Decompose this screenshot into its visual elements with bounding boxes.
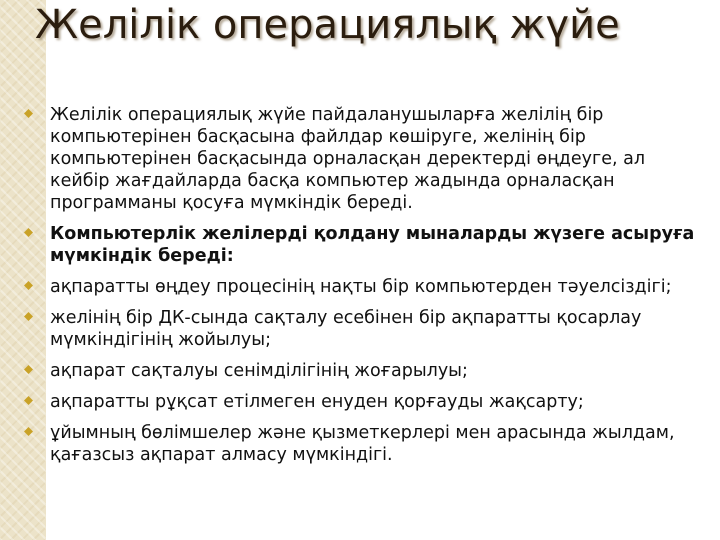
bullet-diamond-icon (24, 281, 33, 290)
bullet-diamond-icon (24, 365, 33, 374)
bullet-item (22, 104, 702, 214)
bullet-diamond-icon (24, 228, 33, 237)
bullet-text: ақпаратты рұқсат етілмеген енуден қорғауды жақсарту; (50, 392, 584, 412)
bullet-item (22, 307, 702, 351)
bullet-text: желінің бір ДК-сында сақталу есебінен бір ақпаратты қосарлау мүмкіндігінің жойылуы; (50, 308, 642, 350)
bullet-text: Желілік операциялық жүйе пайдаланушыларға желілің бір компьютерінен басқасына файлдар көшіруге, желінің бір компьютерінен басқасында орналасқан деректерді өңдеуге, ал кейбір жағдайларда басқа компьютер жадында орналасқан программаны қосуға мүмкіндік береді. (50, 105, 646, 213)
bullet-diamond-icon (24, 427, 33, 436)
bullet-item (22, 422, 702, 466)
bullet-text: Компьютерлік желілерді қолдану мыналарды жүзеге асыруға мүмкіндік береді: (50, 224, 695, 266)
bullet-text: ақпарат сақталуы сенімділігінің жоғарылуы; (50, 361, 468, 381)
bullet-item (22, 223, 702, 267)
bullet-item (22, 360, 702, 382)
bullet-item (22, 391, 702, 413)
slide-title: Желілік операциялық жүйе (35, 2, 620, 48)
bullet-text: ақпаратты өңдеу процесінің нақты бір компьютерден тәуелсіздігі; (50, 277, 672, 297)
bullet-diamond-icon (24, 312, 33, 321)
bullet-diamond-icon (24, 396, 33, 405)
bullet-list (22, 104, 702, 475)
bullet-text: ұйымның бөлімшелер және қызметкерлері мен арасында жылдам, қағазсыз ақпарат алмасу мүмкіндігі. (50, 423, 675, 465)
bullet-diamond-icon (24, 109, 33, 118)
bullet-item (22, 276, 702, 298)
